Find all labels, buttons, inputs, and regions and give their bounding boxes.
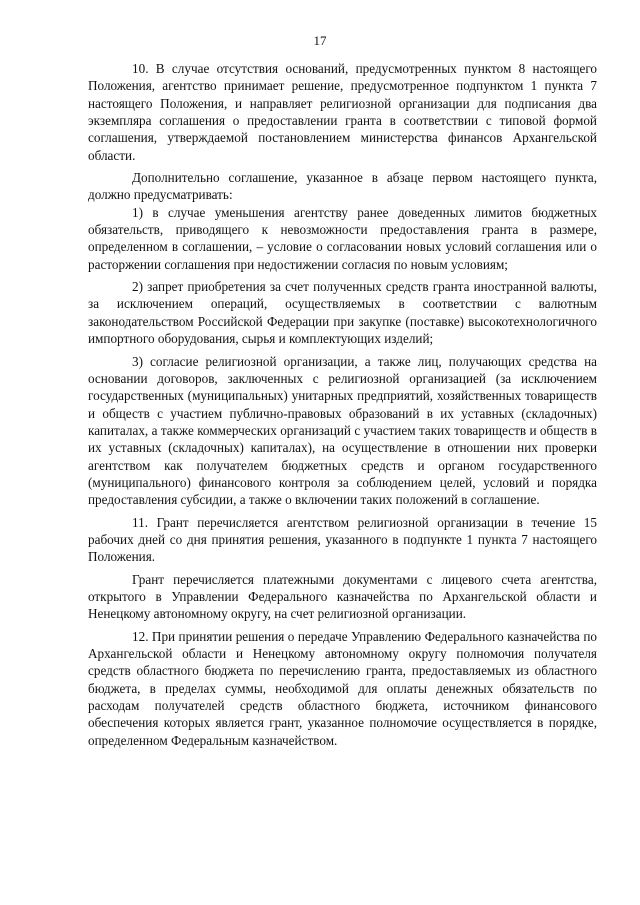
paragraph-grant-transfer: Грант перечисляется платежными документами с лицевого счета агентства, открытого в Управлении Федерального казначейства по Архангельской области и Ненецкому автономному округу, на счет религиозной организации. — [88, 571, 597, 622]
paragraph-12: 12. При принятии решения о передаче Управлению Федерального казначейства по Архангельской области и Ненецкому автономному округу полномочия получателя средств областного бюджета по перечислению гранта, предоставляемых из областного бюджета, в пределах суммы, необходимой для оплаты денежных обязательств по расходам получателей средств областного бюджета, источником финансового обеспечения которых является грант, указанное полномочие осуществляется в порядке, определенном Федеральным казначейством. — [88, 628, 597, 748]
subparagraph-3: 3) согласие религиозной организации, а также лиц, получающих средства на основании договоров, заключенных с религиозной организацией (за исключением государственных (муниципальных) унитарных предприятий, хозяйственных товариществ и обществ с участием публично-правовых образований в их уставных (складочных) капиталах, а также коммерческих организаций с участием таких товариществ и обществ в их уставных (складочных) капиталах), на осуществление в отношении них проверки агентством как получателем бюджетных средств и органом государственного (муниципального) финансового контроля за соблюдением целей, условий и порядка предоставления субсидии, а также о включении таких положений в соглашение. — [88, 353, 597, 508]
subparagraph-1: 1) в случае уменьшения агентству ранее доведенных лимитов бюджетных обязательств, приводящего к невозможности предоставления гранта в размере, определенном в соглашении, – условие о согласовании новых условий соглашения или о расторжении соглашения при недостижении согласия по новым условиям; — [88, 204, 597, 272]
page-number: 17 — [313, 33, 327, 48]
paragraph-additional-agreement: Дополнительно соглашение, указанное в абзаце первом настоящего пункта, должно предусматривать: — [88, 170, 597, 203]
subparagraph-2: 2) запрет приобретения за счет полученных средств гранта иностранной валюты, за исключением операций, осуществляемых в соответствии с валютным законодательством Российской Федерации при закупке (поставке) высокотехнологичного импортного оборудования, сырья и комплектующих изделий; — [88, 279, 597, 347]
document-body — [88, 60, 597, 749]
paragraph-10: 10. В случае отсутствия оснований, предусмотренных пунктом 8 настоящего Положения, агентство принимает решение, предусмотренное подпунктом 1 пункта 7 настоящего Положения, и направляет религиозной организации для подписания два экземпляра соглашения о предоставлении гранта в соответствии с типовой формой соглашения, утверждаемой постановлением министерства финансов Архангельской области. — [88, 61, 597, 163]
paragraph-11: 11. Грант перечисляется агентством религиозной организации в течение 15 рабочих дней со дня принятия решения, указанного в подпункте 1 пункта 7 настоящего Положения. — [88, 514, 597, 565]
